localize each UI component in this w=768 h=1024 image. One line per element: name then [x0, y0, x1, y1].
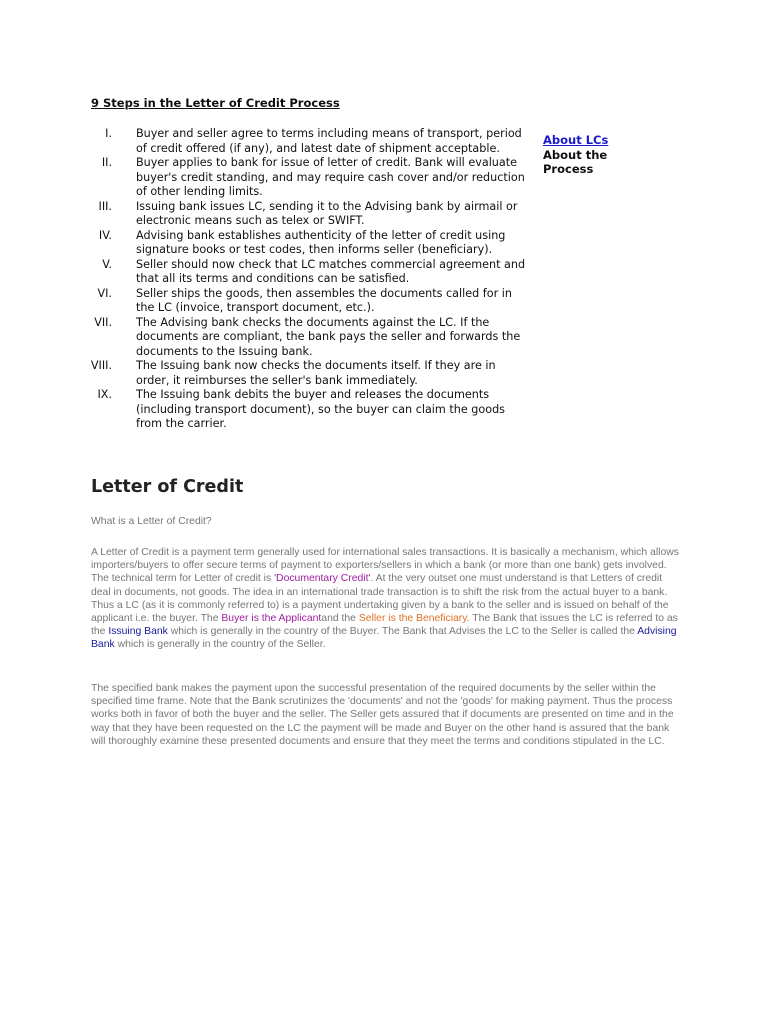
step-text: Seller should now check that LC matches commercial agreement and that all its terms and conditions can be satisfied.	[136, 257, 526, 285]
step-text: Issuing bank issues LC, sending it to the Advising bank by airmail or electronic means such as telex or SWIFT.	[136, 199, 518, 227]
paragraph-text: which is generally in the country of the Seller.	[114, 639, 326, 651]
current-page-label: About the Process	[543, 147, 608, 176]
step-number: III.	[98, 199, 112, 213]
documentary-credit-highlight: 'Documentary Credit'	[274, 573, 371, 585]
paragraph-text: . The Bank that issues the LC is referred to as the	[91, 613, 678, 638]
list-item	[90, 156, 530, 200]
step-number: VIII.	[90, 359, 112, 372]
applicant-highlight: Buyer is the Applicant	[221, 613, 322, 625]
step-number: II.	[101, 156, 112, 169]
step-text: Buyer and seller agree to terms including means of transport, period of credit offered (if any), and latest date of shipment acceptable.	[136, 127, 522, 155]
article-question: What is a Letter of Credit?	[91, 516, 212, 527]
list-item	[90, 287, 530, 316]
article-heading: Letter of Credit	[91, 477, 244, 497]
step-number: VII.	[94, 315, 112, 329]
paragraph-text: and the	[321, 613, 359, 625]
step-text: Seller ships the goods, then assembles the documents called for in the LC (invoice, transport document, etc.).	[136, 286, 512, 314]
about-lcs-link[interactable]: About LCs	[543, 133, 609, 147]
list-item	[90, 258, 530, 287]
step-number: VI.	[97, 286, 112, 300]
step-text: Buyer applies to bank for issue of letter of credit. Bank will evaluate buyer's credit standing, and may require cash cover and/or reduction of other lending limits.	[136, 156, 525, 198]
list-item	[90, 316, 530, 360]
step-text: The Issuing bank debits the buyer and releases the documents (including transport document), so the buyer can claim the goods from the carrier.	[136, 388, 506, 430]
step-number: IV.	[98, 228, 112, 242]
paragraph-definition	[91, 546, 681, 652]
paragraph-payment: The specified bank makes the payment upon the successful presentation of the required documents by the seller within the specified time frame. Note that the Bank scrutinizes the 'documents' and not the 'goods' for making payment. Thus the process works both in favor of both the buyer and the seller. The Seller gets assured that if documents are presented on time and in the way that they have been requested on the LC the payment will be made and Buyer on the other hand is assured that the bank will thoroughly examine these presented documents and ensure that they meet the terms and conditions stipulated in the LC.	[91, 683, 674, 747]
list-item	[90, 388, 530, 432]
side-navigation	[543, 133, 623, 177]
step-number: I.	[105, 127, 112, 140]
paragraph-text: A Letter of Credit is a payment term generally used for international sales transactions. It is basically a mechanism, which allows importers/buyers to offer secure terms of payment to exporters/sellers in which a bank (or more than one bank) gets involved. The technical term for Letter of credit is	[91, 547, 679, 585]
beneficiary-highlight: Seller is the Beneficiary	[358, 613, 467, 625]
advising-bank-highlight: Advising Bank	[91, 626, 677, 651]
step-text: Advising bank establishes authenticity of the letter of credit using signature books or test codes, then informs seller (beneficiary).	[136, 228, 506, 256]
list-item	[90, 200, 530, 229]
steps-list	[90, 127, 530, 432]
issuing-bank-highlight: Issuing Bank	[108, 626, 168, 638]
step-number: IX.	[97, 388, 112, 401]
step-number: V.	[102, 257, 112, 271]
step-text: The Advising bank checks the documents against the LC. If the documents are compliant, the bank pays the seller and forwards the documents to the Issuing bank.	[136, 315, 521, 358]
list-item	[90, 229, 530, 258]
step-text: The Issuing bank now checks the documents itself. If they are in order, it reimburses the seller's bank immediately.	[136, 359, 496, 387]
list-item	[90, 359, 530, 388]
paragraph-text: . At the very outset one must understand is that Letters of credit deal in documents, not goods. The idea in an international trade transaction is to shift the risk from the actual buyer to a bank. Thus a LC (as it is commonly referred to) is a payment undertaking given by a bank to the seller and is issued on behalf of the applicant i.e. the buyer. The	[91, 573, 669, 625]
steps-section-title: 9 Steps in the Letter of Credit Process	[91, 96, 340, 110]
list-item	[90, 127, 530, 156]
paragraph-text: which is generally in the country of the Buyer. The Bank that Advises the LC to the Seller is called the	[167, 626, 638, 638]
